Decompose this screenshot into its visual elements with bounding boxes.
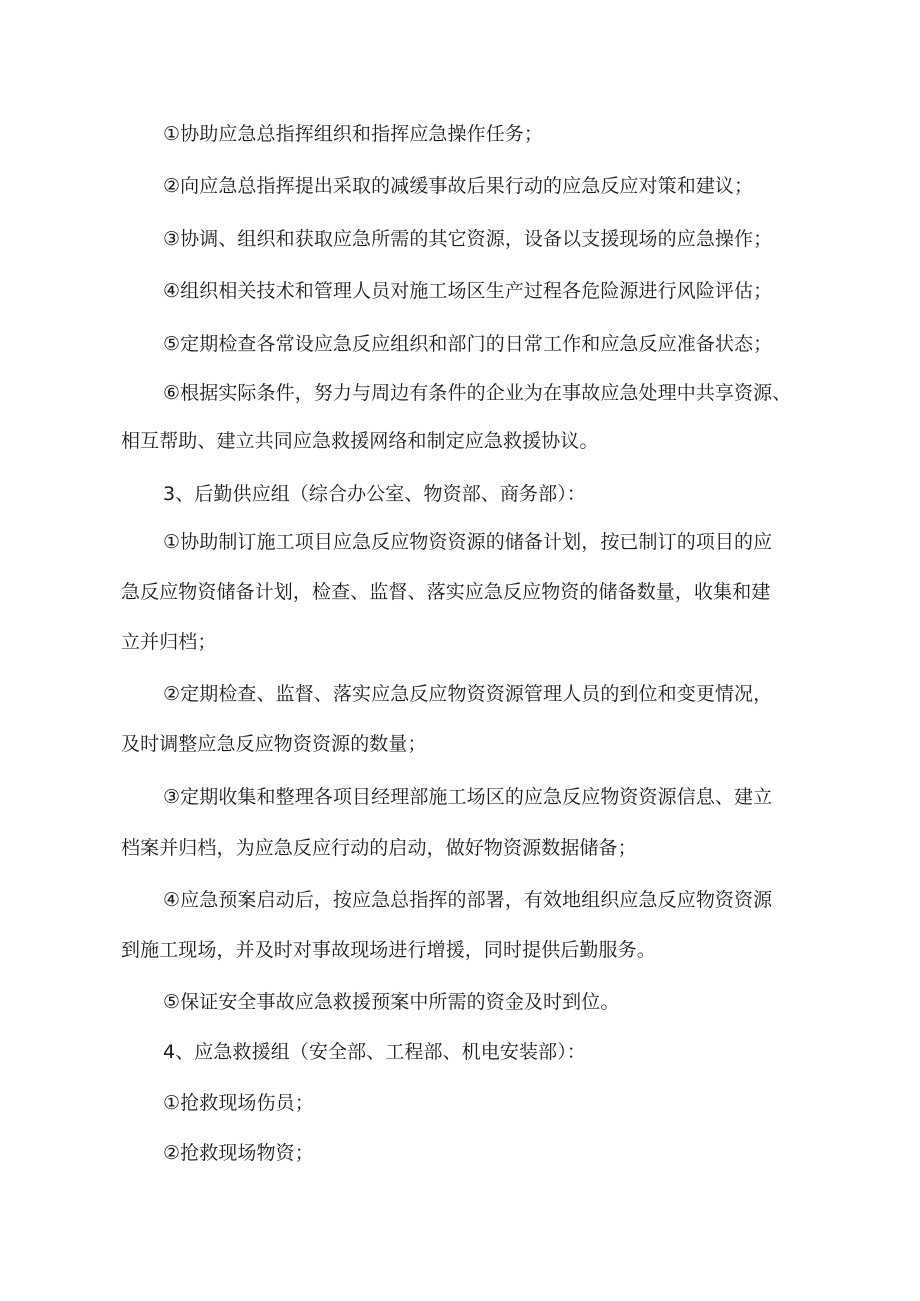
paragraph-line: 档案并归档，为应急反应行动的启动，做好物资源数据储备；	[121, 837, 637, 859]
paragraph-line: ②向应急总指挥提出采取的减缓事故后果行动的应急反应对策和建议；	[163, 175, 754, 197]
paragraph-line: ④组织相关技术和管理人员对施工场区生产过程各危险源进行风险评估；	[163, 280, 773, 302]
paragraph-line: ⑤保证安全事故应急救援预案中所需的资金及时到位。	[163, 991, 620, 1013]
section-heading: 4、应急救援组（安全部、工程部、机电安装部）：	[163, 1041, 586, 1063]
paragraph-line: ③定期收集和整理各项目经理部施工场区的应急反应物资资源信息、建立	[163, 786, 773, 808]
paragraph-line: 立并归档；	[121, 631, 217, 653]
section-heading: 3、后勤供应组（综合办公室、物资部、商务部）：	[163, 483, 586, 505]
paragraph-line: ①协助制订施工项目应急反应物资资源的储备计划，按已制订的项目的应	[163, 531, 773, 553]
paragraph-line: ⑥根据实际条件，努力与周边有条件的企业为在事故应急处理中共享资源、	[163, 382, 792, 404]
paragraph-line: ④应急预案启动后，按应急总指挥的部署，有效地组织应急反应物资资源	[163, 889, 773, 911]
paragraph-line: 相互帮助、建立共同应急救援网络和制定应急救援协议。	[121, 430, 599, 452]
paragraph-line: 及时调整应急反应物资资源的数量；	[121, 733, 427, 755]
paragraph-line: ②抢救现场物资；	[163, 1142, 314, 1164]
paragraph-line: ③协调、组织和获取应急所需的其它资源，设备以支援现场的应急操作；	[163, 228, 773, 250]
paragraph-line: 急反应物资储备计划，检查、监督、落实应急反应物资的储备数量，收集和建	[121, 581, 771, 603]
paragraph-line: ⑤定期检查各常设应急反应组织和部门的日常工作和应急反应准备状态；	[163, 333, 773, 355]
paragraph-line: ①协助应急总指挥组织和指挥应急操作任务；	[163, 123, 544, 145]
paragraph-line: ②定期检查、监督、落实应急反应物资资源管理人员的到位和变更情况，	[163, 683, 773, 705]
paragraph-line: ①抢救现场伤员；	[163, 1092, 314, 1114]
paragraph-line: 到施工现场，并及时对事故现场进行增援，同时提供后勤服务。	[121, 939, 656, 961]
